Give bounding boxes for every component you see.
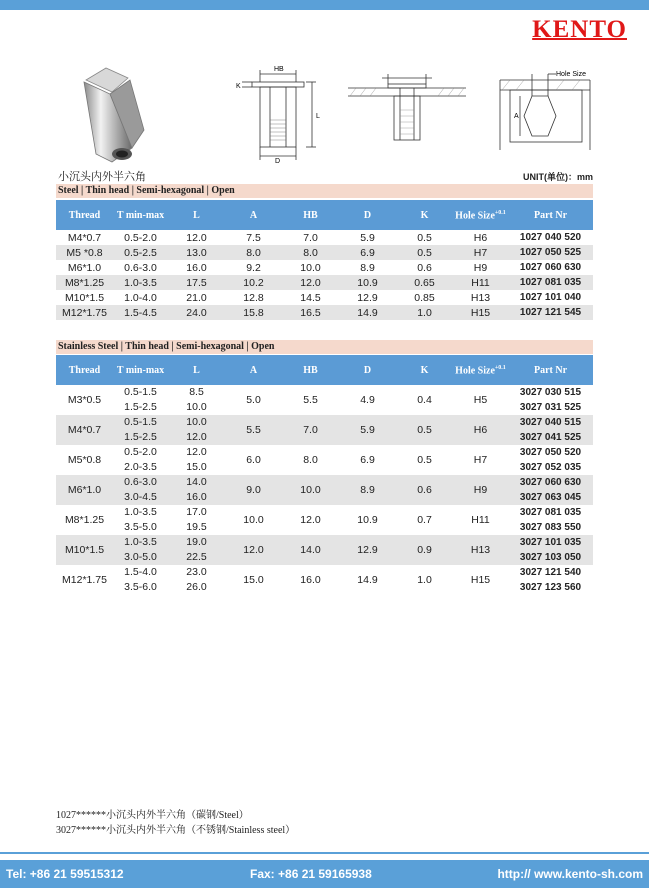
- product-photo: [72, 66, 152, 166]
- header-part-nr: Part Nr: [508, 200, 593, 230]
- cell-value: 10.0: [186, 416, 207, 428]
- cell-value: 3027 040 515: [519, 417, 582, 428]
- cell-value: 3027 123 560: [519, 582, 582, 593]
- table-cell: 1.0-4.0: [124, 291, 157, 304]
- table-cell: 0.5: [417, 231, 432, 244]
- cell-value: 3027 052 035: [519, 462, 582, 473]
- side-view-drawing: [222, 60, 332, 170]
- table-cell: 1.0-3.5: [113, 275, 168, 290]
- table-row: [56, 275, 593, 290]
- table-row: [56, 535, 593, 565]
- table-cell: [508, 505, 593, 535]
- header-hb: HB: [282, 355, 339, 385]
- header-hole-size: Hole Size$^{+0.1}$: [453, 355, 508, 385]
- cell-value: 3.0-4.5: [124, 491, 157, 503]
- header-d: D: [339, 355, 396, 385]
- table-cell: 7.0: [282, 415, 339, 445]
- cell-value: 15.0: [186, 461, 207, 473]
- table-cell: M8*1.25: [56, 275, 113, 290]
- table-cell: 1.0: [417, 574, 432, 586]
- table-cell: M6*1.0: [67, 261, 102, 274]
- table-cell: 0.85: [414, 291, 435, 304]
- table-row: [56, 565, 593, 595]
- table-cell: 0.4: [417, 394, 432, 406]
- table-cell: [168, 475, 225, 505]
- table-row: [56, 260, 593, 275]
- table-cell: [508, 415, 593, 445]
- table-cell: M4*0.7: [56, 415, 113, 445]
- table-cell: 8.0: [225, 245, 282, 260]
- cell-value: 0.5-1.5: [124, 416, 157, 428]
- table-cell: 10.9: [339, 275, 396, 290]
- cell-value: 19.5: [186, 521, 207, 533]
- footer-tel: Tel: +86 21 59515312: [6, 867, 124, 881]
- l-label: L: [316, 113, 320, 120]
- table-cell: M10*1.5: [64, 291, 105, 304]
- table-cell: 0.6: [417, 261, 432, 274]
- table-row: [56, 245, 593, 260]
- table-row: [56, 290, 593, 305]
- table-cell: [168, 535, 225, 565]
- table-cell: 10.2: [225, 275, 282, 290]
- steel-table: [56, 200, 593, 320]
- table-cell: M5*0.8: [67, 454, 102, 466]
- cell-value: 3027 081 035: [519, 507, 582, 518]
- table-cell: 21.0: [186, 291, 207, 304]
- table-cell: H11: [453, 275, 508, 290]
- table-cell: M12*1.75: [56, 305, 113, 320]
- unit-label: UNIT(单位)：mm: [523, 172, 593, 182]
- table-row: [56, 230, 593, 245]
- footer-bar: [0, 860, 649, 888]
- cell-value: 3027 030 515: [519, 387, 582, 398]
- table-cell: M4*0.7: [67, 231, 102, 244]
- hole-size-label: Hole Size: [556, 71, 586, 78]
- table-cell: 4.9: [360, 394, 375, 406]
- table-cell: H6: [473, 231, 488, 244]
- table-cell: 0.65: [396, 275, 453, 290]
- footnote-steel: 1027******小沉头内外半六角（碳钢/Steel）: [56, 810, 249, 821]
- cell-value: 0.6-3.0: [124, 476, 157, 488]
- table-cell: 5.5: [225, 415, 282, 445]
- table-cell: M3*0.5: [67, 394, 102, 406]
- table-cell: 8.9: [360, 261, 375, 274]
- table-cell: M12*1.75: [62, 574, 107, 586]
- a-label: A: [514, 113, 519, 120]
- header-part-nr: Part Nr: [508, 355, 593, 385]
- cell-value: 1.0-3.5: [124, 536, 157, 548]
- table-cell: 14.9: [339, 305, 396, 320]
- header-thread: Thread: [56, 200, 113, 230]
- table-cell: 10.0: [243, 514, 264, 526]
- table-row: [56, 475, 593, 505]
- stainless-header-row: [56, 355, 593, 385]
- table-cell: 14.5: [300, 291, 321, 304]
- table-cell: H15: [453, 305, 508, 320]
- cell-value: 3027 101 035: [519, 537, 582, 548]
- footer-fax: Fax: +86 21 59165938: [250, 867, 372, 881]
- cell-value: 8.5: [189, 386, 204, 398]
- stainless-table: [56, 355, 593, 595]
- table-cell: 12.0: [282, 275, 339, 290]
- table-cell: 10.0: [282, 475, 339, 505]
- cell-value: 26.0: [186, 581, 207, 593]
- table-cell: 0.5-2.5: [113, 245, 168, 260]
- table-cell: 0.5: [396, 415, 453, 445]
- table-cell: 13.0: [168, 245, 225, 260]
- cell-value: 22.5: [186, 551, 207, 563]
- table-cell: 16.5: [282, 305, 339, 320]
- table-row: [56, 505, 593, 535]
- footnotes: [56, 808, 295, 838]
- table-cell: 5.0: [246, 394, 261, 406]
- table-cell: [508, 385, 593, 415]
- header-l: L: [168, 200, 225, 230]
- cell-value: 19.0: [186, 536, 207, 548]
- header-k: K: [396, 200, 453, 230]
- cell-value: 14.0: [186, 476, 207, 488]
- table-cell: 1027 040 520: [519, 231, 582, 243]
- cell-value: 3027 063 045: [519, 492, 582, 503]
- header-a: A: [225, 200, 282, 230]
- table-cell: 1.5-4.5: [113, 305, 168, 320]
- header-l: L: [168, 355, 225, 385]
- table-cell: H9: [453, 475, 508, 505]
- footer-website[interactable]: http:// www.kento-sh.com: [497, 867, 643, 881]
- table-cell: H6: [453, 415, 508, 445]
- table-cell: [113, 445, 168, 475]
- cell-value: 10.0: [186, 401, 207, 413]
- top-bar: [0, 0, 649, 10]
- cell-value: 1.0-3.5: [124, 506, 157, 518]
- table-cell: H7: [473, 454, 488, 466]
- table-cell: 0.5-2.0: [124, 231, 157, 244]
- table-row: [56, 385, 593, 415]
- table-cell: M5 *0.8: [56, 245, 113, 260]
- table-cell: 5.9: [360, 231, 375, 244]
- table-cell: 17.5: [168, 275, 225, 290]
- table-cell: 16.0: [186, 261, 207, 274]
- table-cell: 0.9: [396, 535, 453, 565]
- table-row: [56, 305, 593, 320]
- table-cell: M10*1.5: [56, 535, 113, 565]
- cell-value: 1.5-2.5: [124, 431, 157, 443]
- header-hole-size: Hole Size$^{+0.1}$: [453, 200, 508, 230]
- table-cell: 0.7: [417, 514, 432, 526]
- d-label: D: [275, 158, 281, 165]
- table-cell: H5: [473, 394, 488, 406]
- steel-header-row: [56, 200, 593, 230]
- footer-divider: [0, 852, 649, 854]
- table-cell: 1027 050 525: [508, 245, 593, 260]
- table-cell: M6*1.0: [56, 475, 113, 505]
- table-cell: [113, 385, 168, 415]
- table-cell: 0.6-3.0: [124, 261, 157, 274]
- cell-value: 3027 041 525: [519, 432, 582, 443]
- table-cell: 15.8: [225, 305, 282, 320]
- cell-value: 3027 050 520: [519, 447, 582, 458]
- header-t-min-max: T min-max: [113, 355, 168, 385]
- table-cell: 1.0: [396, 305, 453, 320]
- header-a: A: [225, 355, 282, 385]
- table-cell: [508, 475, 593, 505]
- table-cell: 6.0: [246, 454, 261, 466]
- table-cell: 1027 081 035: [508, 275, 593, 290]
- table-cell: [508, 535, 593, 565]
- cell-value: 3027 060 630: [519, 477, 582, 488]
- cell-value: 3027 121 540: [519, 567, 582, 578]
- table-cell: 16.0: [300, 574, 321, 586]
- installed-section-drawing: [342, 60, 472, 170]
- table-cell: 1027 121 545: [508, 305, 593, 320]
- header-t-min-max: T min-max: [113, 200, 168, 230]
- table-cell: H9: [473, 261, 488, 274]
- cell-value: 23.0: [186, 566, 207, 578]
- header-hb: HB: [282, 200, 339, 230]
- table-cell: [168, 505, 225, 535]
- table-cell: 0.5: [396, 245, 453, 260]
- table-cell: [113, 415, 168, 445]
- table-cell: H7: [453, 245, 508, 260]
- table-cell: H11: [471, 514, 490, 526]
- table-row: [56, 445, 593, 475]
- table-cell: [113, 475, 168, 505]
- table-cell: 12.9: [357, 291, 378, 304]
- table-cell: 15.0: [243, 574, 264, 586]
- table-cell: 5.9: [339, 415, 396, 445]
- table-cell: 10.0: [300, 261, 321, 274]
- table-cell: H13: [470, 291, 491, 304]
- table-cell: [168, 385, 225, 415]
- table-cell: [508, 565, 593, 595]
- table-cell: [113, 565, 168, 595]
- table-cell: [508, 445, 593, 475]
- cell-value: 12.0: [186, 431, 207, 443]
- table-cell: 9.2: [246, 261, 261, 274]
- header-d: D: [339, 200, 396, 230]
- table-cell: 12.9: [339, 535, 396, 565]
- hole-size-drawing: [486, 60, 596, 170]
- steel-section-title: Steel | Thin head | Semi-hexagonal | Open: [56, 184, 593, 198]
- table-cell: 12.8: [243, 291, 264, 304]
- cell-value: 17.0: [186, 506, 207, 518]
- cell-value: 0.5-1.5: [124, 386, 157, 398]
- cell-value: 1.5-2.5: [124, 401, 157, 413]
- table-row: [56, 415, 593, 445]
- footnote-stainless: 3027******小沉头内外半六角（不锈钢/Stainless steel）: [56, 825, 296, 836]
- cell-value: 3027 031 525: [519, 402, 582, 413]
- table-cell: 1027 060 630: [519, 261, 582, 273]
- table-cell: 8.9: [339, 475, 396, 505]
- cell-value: 1.5-4.0: [124, 566, 157, 578]
- k-label: K: [236, 83, 241, 90]
- table-cell: 10.9: [357, 514, 378, 526]
- table-cell: H15: [470, 574, 491, 586]
- table-cell: 14.9: [357, 574, 378, 586]
- table-cell: 6.9: [339, 245, 396, 260]
- table-cell: 5.5: [303, 394, 318, 406]
- table-cell: 14.0: [282, 535, 339, 565]
- cell-value: 3.5-6.0: [124, 581, 157, 593]
- table-cell: 7.0: [303, 231, 318, 244]
- table-cell: [168, 445, 225, 475]
- table-cell: [113, 535, 168, 565]
- table-cell: 7.5: [246, 231, 261, 244]
- table-cell: 0.6: [396, 475, 453, 505]
- table-cell: 24.0: [168, 305, 225, 320]
- cell-value: 16.0: [186, 491, 207, 503]
- table-cell: 0.5: [417, 454, 432, 466]
- table-cell: 8.0: [282, 245, 339, 260]
- cell-value: 2.0-3.5: [124, 461, 157, 473]
- cell-value: 12.0: [186, 446, 207, 458]
- stainless-section-title: Stainless Steel | Thin head | Semi-hexagonal | Open: [56, 340, 593, 354]
- table-cell: H13: [453, 535, 508, 565]
- cell-value: 3027 103 050: [519, 552, 582, 563]
- cell-value: 3.0-5.0: [124, 551, 157, 563]
- cell-value: 0.5-2.0: [124, 446, 157, 458]
- table-cell: 12.0: [186, 231, 207, 244]
- table-cell: [168, 415, 225, 445]
- table-cell: 1027 101 040: [519, 291, 582, 303]
- cell-value: 3.5-5.0: [124, 521, 157, 533]
- header-thread: Thread: [56, 355, 113, 385]
- table-cell: [168, 565, 225, 595]
- table-cell: [113, 505, 168, 535]
- product-title-cn: 小沉头内外半六角: [58, 171, 146, 183]
- table-cell: 9.0: [225, 475, 282, 505]
- kento-logo: KENTO: [532, 16, 627, 43]
- table-cell: M8*1.25: [64, 514, 105, 526]
- table-cell: 6.9: [360, 454, 375, 466]
- table-cell: 12.0: [225, 535, 282, 565]
- hb-label: HB: [274, 66, 284, 73]
- cell-value: 3027 083 550: [519, 522, 582, 533]
- table-cell: 8.0: [303, 454, 318, 466]
- header-k: K: [396, 355, 453, 385]
- table-cell: 12.0: [300, 514, 321, 526]
